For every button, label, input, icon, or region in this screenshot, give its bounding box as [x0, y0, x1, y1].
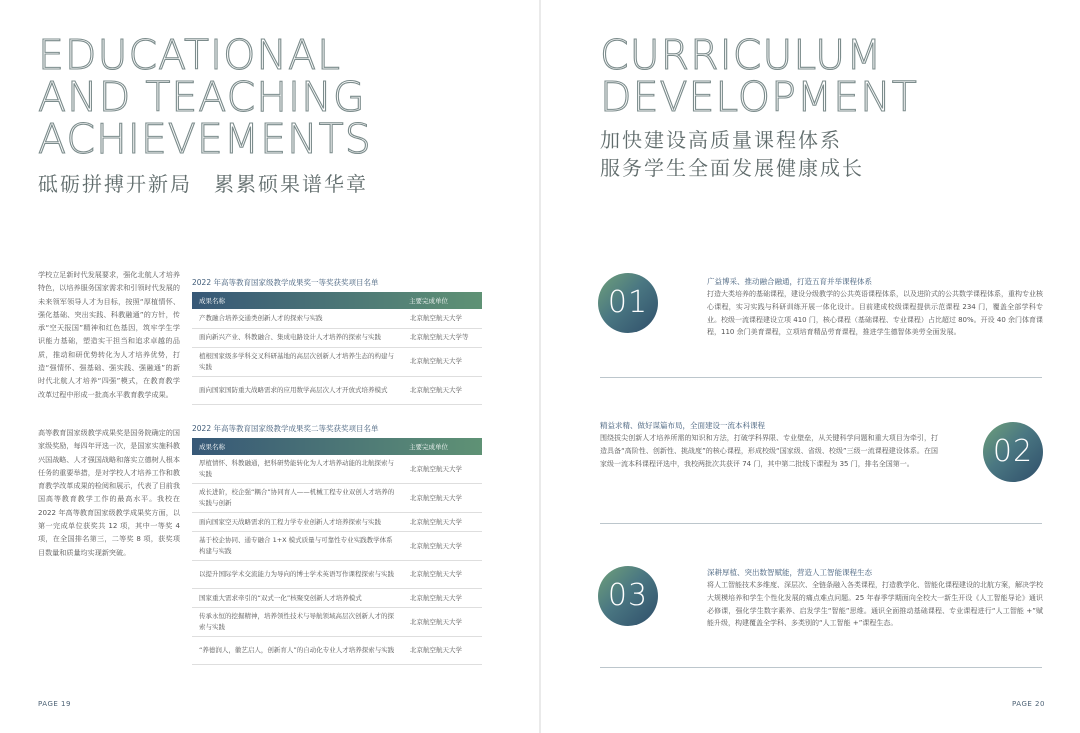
table-row	[192, 532, 482, 561]
subtitle-line: 加快建设高质量课程体系	[600, 128, 842, 152]
item-title: 广益博采、推动融合融通，打造五育并举课程体系	[707, 277, 872, 286]
heading-line: AND TEACHING	[38, 73, 366, 121]
table-header-row	[192, 292, 482, 309]
heading-line: CURRICULUM	[600, 31, 883, 79]
project-name: 厚植情怀、科教融通，把科研势能转化为人才培养动能的北航探索与实践	[192, 455, 402, 484]
table-row	[192, 589, 482, 608]
section-divider	[600, 377, 1042, 378]
table-row	[192, 347, 482, 376]
project-name: 产教融合培养交通类创新人才的探索与实践	[192, 309, 402, 328]
heading-line: DEVELOPMENT	[600, 73, 918, 121]
item-text: 将人工智能技术多维度、深层次、全链条融入各类课程，打造教学化、智能化课程建设的北航方案，解决学校大规模培养和学生个性化发展的痛点难点问题。25 年春季学期面向全校大一新生开设《人工智能导论》通识必修课，强化学生数字素养、启发学生“智能”思维。通识全面推动基础课程、专业课程进行“人工智能 +”赋能升级，构建覆盖全学科、多类别的“人工智能 +”课程生态。	[707, 581, 1043, 628]
table-row	[192, 513, 482, 532]
project-unit: 北京航空航天大学	[402, 637, 482, 665]
project-name: 以提升国际学术交流能力为导向的博士学术英语写作课程探索与实践	[192, 561, 402, 589]
intro-paragraph: 高等教育国家级教学成果奖是国务院确定的国家级奖励，每四年评选一次，是国家实施科教兴国战略、人才强国战略和落实立德树人根本任务的重要举措，是对学校人才培养工作和教育教学改革成果的检阅和展示，代表了目前我国高等教育教学工作的最高水平。我校在 2022 年高等教育国家级教学成果奖方面，以第一完成单位获奖共 12 项，其中一等奖 4 项，在全国排名第三，二等奖 8 项，获奖项目数量和质量均实现新突破。	[38, 428, 180, 557]
project-unit: 北京航空航天大学	[402, 376, 482, 404]
project-name: 基于校企协同、通专融合 1+X 模式质量与可靠性专业实践教学体系构建与实践	[192, 532, 402, 561]
project-name: 面向国家空天战略需求的工程力学专业创新人才培养探索与实践	[192, 513, 402, 532]
project-name: “养德润人，徽艺启人，创新育人”的自动化专业人才培养探索与实践	[192, 637, 402, 665]
heading-line: ACHIEVEMENTS	[38, 115, 372, 163]
table-row	[192, 608, 482, 637]
table-row	[192, 637, 482, 665]
subtitle-line: 服务学生全面发展健康成长	[600, 156, 864, 180]
project-name: 植根国家级多学科交叉科研基地的高层次创新人才培养生态的构建与实践	[192, 347, 402, 376]
section-divider	[600, 523, 1042, 524]
page-number: PAGE 20	[1012, 700, 1045, 708]
intro-paragraph: 学校立足新时代发展要求，强化北航人才培养特色，以培养服务国家需求和引领时代发展的未来领军领导人才为目标，按照“厚植情怀、强化基础、突出实践、科教融通”的方针，传承“空天报国”精神和红色基因，筑牢学生学识能力基础，塑造实干担当和追求卓越的品质，推动和研优势转化为人才培养优势，打造“强情怀、强基础、强实践、强融通”的新时代北航人才培养“四强”模式，在教育教学改革过程中形成一批高水平教育教学成果。	[38, 270, 180, 399]
project-unit: 北京航空航天大学等	[402, 328, 482, 347]
achievements-heading	[38, 31, 372, 163]
table1-title: 2022 年高等教育国家级教学成果奖一等奖获奖项目名单	[192, 278, 379, 287]
project-unit: 北京航空航天大学	[402, 561, 482, 589]
achievements-subtitle: 砥砺拼搏开新局 累累硕果谱华章	[38, 172, 368, 196]
heading-line: EDUCATIONAL	[38, 31, 341, 79]
page-number: PAGE 19	[38, 700, 71, 708]
project-unit: 北京航空航天大学	[402, 455, 482, 484]
number-badge-01: 01	[598, 273, 658, 333]
table-row	[192, 328, 482, 347]
table-row	[192, 376, 482, 404]
table-row	[192, 455, 482, 484]
curriculum-heading	[600, 31, 918, 121]
curriculum-subtitle	[600, 126, 864, 182]
first-prize-table	[192, 292, 482, 405]
item-text: 打造大类培养的基础课程，建设分级教学的公共英语课程体系，以及进阶式的公共数学课程体系，重构专业核心课程，实习实践与科研训练开展一体化设计。目前建成校级课程提供示范课程 234 门，覆盖全部学科专业。校级一流课程建设立项 410 门，核心课程（基础课程、专业课程）占比超过 80%。开设 40 余门体育课程，110 余门美育课程，立项培育精品劳育课程，推进学生德智体美劳全面发展。	[707, 290, 1043, 337]
column-header: 主要完成单位	[409, 443, 448, 451]
project-unit: 北京航空航天大学	[402, 513, 482, 532]
second-prize-table	[192, 438, 482, 665]
column-header: 成果名称	[199, 443, 225, 451]
project-unit: 北京航空航天大学	[402, 347, 482, 376]
project-unit: 北京航空航天大学	[402, 484, 482, 513]
project-unit: 北京航空航天大学	[402, 608, 482, 637]
project-name: 传承永恒的挖掘精神，培养领性技术与导航领域高层次创新人才的探索与实践	[192, 608, 402, 637]
table-row	[192, 309, 482, 328]
table-row	[192, 484, 482, 513]
item-title: 深耕厚植、突出数智赋能，营造人工智能课程生态	[707, 568, 872, 577]
table-row	[192, 561, 482, 589]
section-divider	[600, 667, 1042, 668]
item-title: 精益求精、做好谋篇布局，全面建设一流本科课程	[600, 421, 765, 430]
item-text: 围绕拔尖创新人才培养所需的知识和方法，打破学科界限、专业壁垒，从关键科学问题和重大项目为牵引，打造具备“高阶性、创新性、挑战度”的核心课程，形成校级“国家级、省级、校级”三级一流课程建设体系。在国家级一流本科课程评选中，我校两批次共获评 74 门，其中第二批线下课程为 35 门，排名全国第一。	[600, 434, 938, 468]
project-name: 国家重大需求牵引的“双式一化”核聚变创新人才培养模式	[192, 589, 402, 608]
project-name: 面向国家国防重大战略需求的应用数学高层次人才开放式培养模式	[192, 376, 402, 404]
project-name: 成长进阶，校企强“耦合”协同育人——机械工程专业双创人才培养的实践与创新	[192, 484, 402, 513]
table2-title: 2022 年高等教育国家级教学成果奖二等奖获奖项目名单	[192, 424, 379, 433]
project-unit: 北京航空航天大学	[402, 532, 482, 561]
project-name: 面向新兴产业、科教融合、集成电路设计人才培养的探索与实践	[192, 328, 402, 347]
project-unit: 北京航空航天大学	[402, 589, 482, 608]
column-header: 主要完成单位	[409, 297, 448, 305]
table-header-row	[192, 438, 482, 455]
column-header: 成果名称	[199, 297, 225, 305]
number-badge-03: 03	[598, 566, 658, 626]
number-badge-02: 02	[983, 422, 1043, 482]
project-unit: 北京航空航天大学	[402, 309, 482, 328]
